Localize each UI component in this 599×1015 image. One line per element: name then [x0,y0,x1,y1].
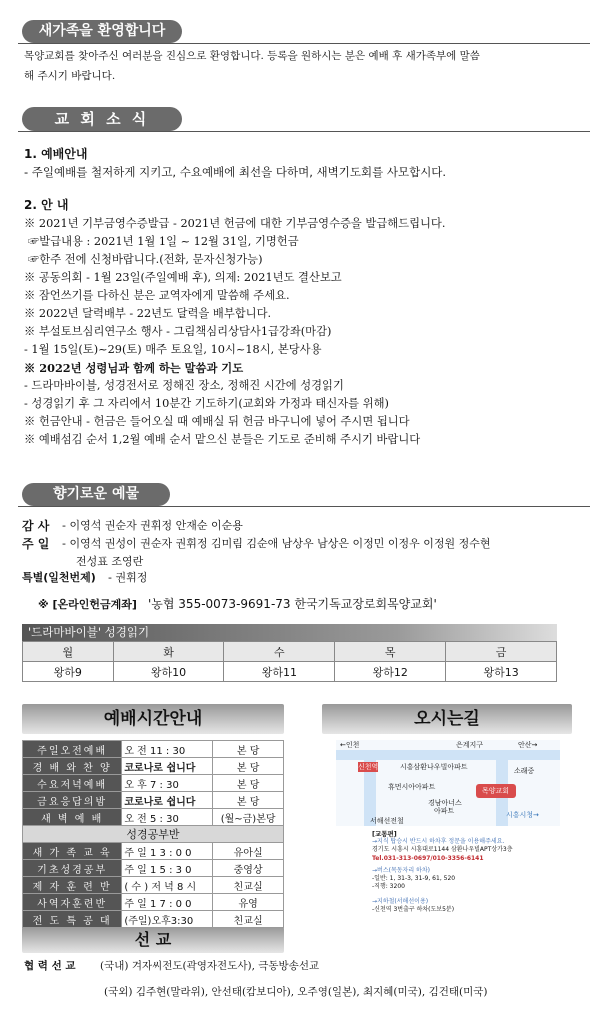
study-name: 제 자 훈 련 반 [23,877,122,894]
offering-title: 향기로운 예물 [22,483,170,506]
bible-table [22,641,557,682]
map-label: 시흥시청→ [506,811,539,819]
worship-time: 오 전 5 : 30 [122,809,213,826]
notice-item: ※ 2022년 성령님과 함께 하는 말씀과 기도 [24,361,244,375]
sunday-names-2: 전성표 조영란 [76,555,144,568]
study-name: 새 가 족 교 육 [23,843,122,860]
worship-place: 본 당 [213,775,284,792]
welcome-divider [18,43,590,44]
mission-title: 선 교 [22,927,284,953]
bible-day: 수 [224,642,335,662]
transport-line: →버스(목동자리 하차) [372,867,430,874]
study-name: 전 도 특 공 대 [23,911,122,928]
worship-name: 금요응답의밤 [23,792,122,809]
study-row [23,860,284,877]
bible-day: 화 [113,642,224,662]
mission-overseas: (국외) 김주현(말라위), 안선태(캄보디아), 오주영(일본), 최지혜(미국), 김건태(미국) [104,986,488,998]
notice-item: ※ 잠언쓰기를 다하신 분은 교역자에게 말씀해 주세요. [24,289,290,302]
transport-line: -신천역 3번출구 하차(도보5분) [372,906,455,913]
map-label: 목양교회 [482,787,510,795]
study-place: 유아실 [213,843,284,860]
notice-item: ☞한주 전에 신청바랍니다.(전화, 문자신청가능) [28,253,263,266]
mission-domestic: (국내) 겨자씨전도(곽영자전도사), 극동방송선교 [100,960,320,972]
sunday-label: 주 일 [22,537,50,551]
notice-item: ※ 공동의회 - 1월 23일(주일예배 후), 의제: 2021년도 결산보고 [24,271,342,284]
map-label: 신천역 [358,763,379,771]
study-time: (주일)오후3:30 [122,911,213,928]
thanks-names: - 이영석 권순자 권휘정 안재순 이순용 [62,519,243,532]
worship-name: 경 배 와 찬 양 [23,758,122,775]
worship-time: 오 전 11 : 30 [122,741,213,758]
welcome-line-1: 목양교회를 찾아주신 여러분을 진심으로 환영합니다. 등록을 원하시는 분은 예배 후 새가족부에 말씀 [24,50,480,62]
online-account-number: '농협 355-0073-9691-73 한국기독교장로회목양교회' [148,597,437,611]
worship-row [23,809,284,826]
worship-times-table [22,740,284,928]
map-label: 은계지구 [456,741,484,749]
bible-study-heading: 성경공부반 [23,826,284,843]
welcome-line-2: 해 주시기 바랍니다. [24,70,116,82]
study-name: 기초성경공부 [23,860,122,877]
worship-row [23,758,284,775]
study-time: 주 일 1 3 : 0 0 [122,843,213,860]
worship-time: 오 후 7 : 30 [122,775,213,792]
map-label: 아파트 [434,807,455,815]
worship-place: 본 당 [213,792,284,809]
worship-time: 코로나로 쉽니다 [122,792,213,809]
bible-day: 월 [23,642,114,662]
transport-heading: [교통편] [372,830,397,838]
study-place: 친교실 [213,877,284,894]
bible-reading: 왕하13 [446,662,557,682]
map-label: 휴먼시아아파트 [388,783,436,791]
notice-item: - 드라마바이블, 성경전서로 정해진 장소, 정해진 시간에 성경읽기 [24,379,344,392]
thanks-label: 감 사 [22,519,50,533]
welcome-title: 새가족을 환영합니다 [22,20,182,43]
transport-line: 경기도 시흥시 시흥대로1144 삼환나우빌APT상가3층 [372,846,513,853]
special-names: - 권휘정 [108,571,148,584]
news-divider [18,131,590,132]
worship-name: 주일오전예배 [23,741,122,758]
study-place: 중영상 [213,860,284,877]
mission-label: 협 력 선 교 [24,960,76,972]
worship-guide-heading: 1. 예배안내 [24,147,88,161]
notice-heading: 2. 안 내 [24,198,69,212]
study-row [23,877,284,894]
online-account-label: ※ [온라인헌금계좌] [38,598,137,611]
worship-name: 수요저녁예배 [23,775,122,792]
worship-row [23,741,284,758]
study-time: 주 일 1 7 : 0 0 [122,894,213,911]
notice-item: ※ 예배섬김 순서 1,2월 예배 순서 맡으신 분들은 기도로 준비해 주시기 바랍니다 [24,433,421,446]
bible-day: 금 [446,642,557,662]
transport-line: Tel.031-313-0697/010-3356-6141 [372,855,484,862]
notice-item: ※ 부설토브심리연구소 행사 - 그림책심리상담사1급강좌(마감) [24,325,332,338]
worship-row [23,775,284,792]
worship-row [23,792,284,809]
study-name: 사역자훈련반 [23,894,122,911]
transport-line: →지하철(서해선이용) [372,898,429,905]
notice-item: ※ 2022년 달력배부 - 22년도 달력을 배부합니다. [24,307,272,320]
notice-item: ※ 헌금안내 - 헌금은 들어오실 때 예배실 뒤 헌금 바구니에 넣어 주시면 됩니다 [24,415,410,428]
directions-transport [372,830,552,914]
map-label: 서해선전철 [370,817,404,825]
study-row [23,843,284,860]
bible-reading: 왕하10 [113,662,224,682]
map-label: 시흥삼환나우빌아파트 [400,763,468,771]
transport-line: -일반: 1, 31-3, 31-9, 61, 520 [372,875,456,882]
map-label: 경남아너스 [428,799,462,807]
sunday-names: - 이영석 권성이 권순자 권휘정 김미림 김순애 남상우 남상은 이정민 이정우 이정원 정수현 [62,537,491,550]
news-title: 교 회 소 식 [22,107,182,131]
map-label: ←인천 [340,741,360,749]
worship-guide-line: - 주일예배를 철저하게 지키고, 수요예배에 최선을 다하며, 새벽기도회를 사모합시다. [24,165,447,179]
study-row [23,911,284,928]
worship-time: 코로나로 쉽니다 [122,758,213,775]
bible-reading: 왕하12 [335,662,446,682]
directions-map [336,740,560,826]
offering-divider [18,506,590,507]
map-label: 소래중 [514,767,535,775]
study-time: 주 일 1 5 : 3 0 [122,860,213,877]
bible-reading: 왕하9 [23,662,114,682]
transport-line: -직행: 3200 [372,883,405,890]
notice-item: ※ 2021년 기부금영수증발급 - 2021년 헌금에 대한 기부금영수증을 발급해드립니다. [24,217,446,230]
bible-title: '드라마바이블' 성경읽기 [22,624,557,641]
bible-day: 목 [335,642,446,662]
study-place: 유영 [213,894,284,911]
worship-place: 본 당 [213,741,284,758]
special-label: 특별(일천번제) [22,571,96,584]
notice-item: - 1월 15일(토)~29(토) 매주 토요일, 10시~18시, 본당사용 [24,343,322,356]
study-row [23,894,284,911]
map-label: 안산→ [518,741,538,749]
directions-title: 오시는길 [322,704,572,734]
worship-place: 본 당 [213,758,284,775]
study-place: 친교실 [213,911,284,928]
worship-name: 새 벽 예 배 [23,809,122,826]
worship-place: (월~금)본당 [213,809,284,826]
transport-line: →지식 탑승시 반드시 하차후 정문을 이용해주세요. [372,838,505,845]
study-time: ( 수 ) 저 녁 8 시 [122,877,213,894]
bible-reading: 왕하11 [224,662,335,682]
notice-item: - 성경읽기 후 그 자리에서 10분간 기도하기(교회와 가정과 태신자를 위해) [24,397,389,410]
notice-item: ☞발급내용 : 2021년 1월 1일 ~ 12월 31일, 기명헌금 [28,235,299,248]
worship-times-title: 예배시간안내 [22,704,284,734]
